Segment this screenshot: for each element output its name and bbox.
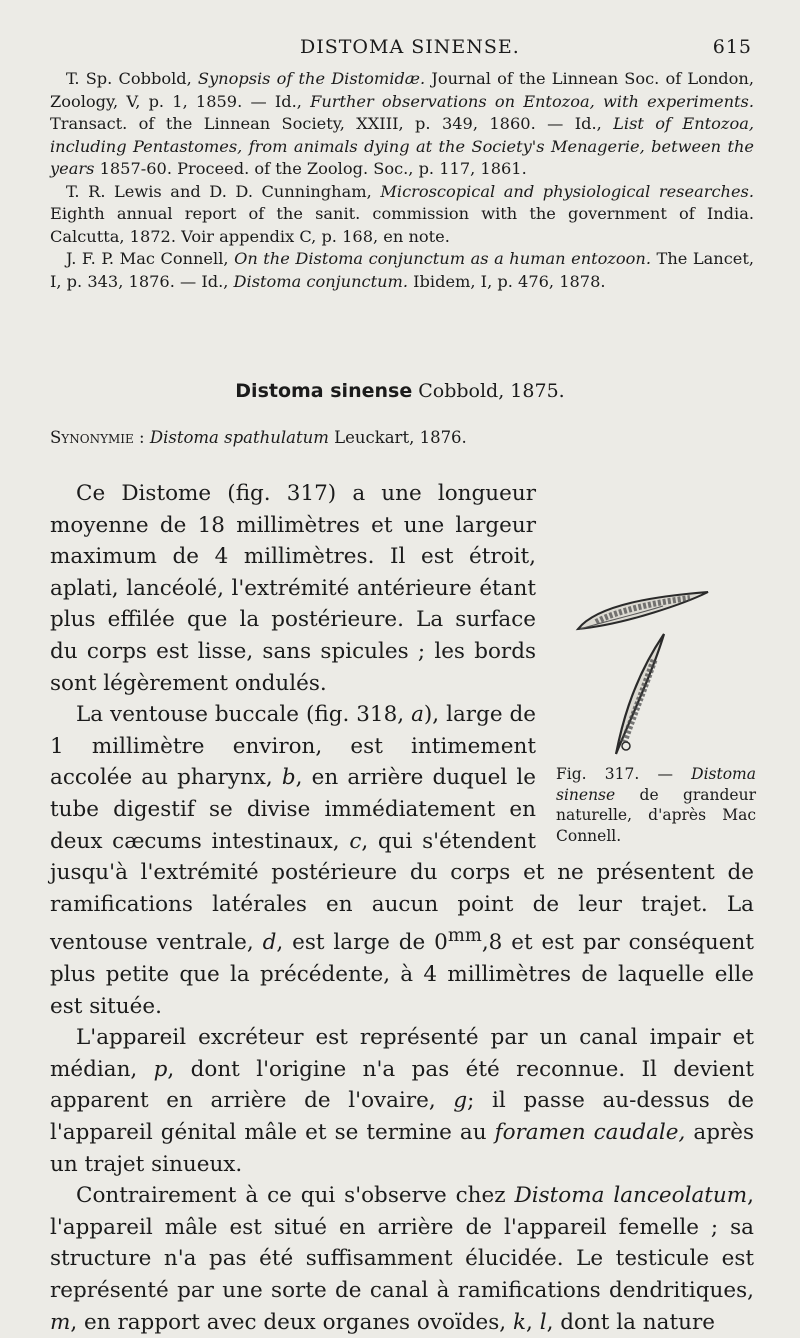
running-title: DISTOMA SINENSE. bbox=[300, 36, 520, 58]
paragraph-digestive: La ventouse buccale (fig. 318, a), large de 1 millimètre environ, est intimement accolée au pharynx, b, en arrière duquel le tube digestif se divise immédiatement en deux cæcums intestinaux, c, qui s'étendent jusqu'à l'extrémité postérieure du corps et ne présentent de ramifications latérales en aucun point de leur trajet. La ventouse ventrale, d, est large de $0^{mm},8$ et est par conséquent plus petite que la précédente, à 4 millimètres de laquelle elle est située. bbox=[50, 702, 754, 1019]
worm-specimen-vertical bbox=[616, 634, 664, 754]
distoma-illustration bbox=[568, 574, 748, 764]
running-header bbox=[50, 36, 752, 62]
paragraph-excretory: L'appareil excréteur est représenté par un canal impair et médian, p, dont l'origine n'a pas été reconnue. Il devient apparent en arrière de l'ovaire, g; il passe au-dessus de l'appareil génital mâle et se termine au foramen caudale, après un trajet sinueux. bbox=[50, 1025, 755, 1177]
reference-mac-connell: J. F. P. Mac Connell, On the Distoma conjunctum as a human entozoon. The Lancet, I, p. 343, 1876. — Id., Distoma conjunctum. Ibidem, I, p. 476, 1878. bbox=[50, 249, 754, 291]
page-number: 615 bbox=[712, 36, 752, 58]
reference-lewis-cunningham: T. R. Lewis and D. D. Cunningham, Microscopical and physiological researches. Eighth annual report of the sanit. commission with the government of India. Calcutta, 1872. Voir appendix C, p. 168, en note. bbox=[50, 181, 754, 246]
paragraph-genital: Contrairement à ce qui s'observe chez Distoma lanceolatum, l'appareil mâle est situé en arrière de l'appareil femelle ; sa structure n'a pas été suffisamment élucidée. Le testicule est représenté par une sorte de canal à ramifications dendritiques, m, en rapport avec deux organes ovoïdes, k, l, dont la nature bbox=[50, 1183, 754, 1335]
worm-specimen-horizontal bbox=[578, 592, 708, 629]
figure-caption: Fig. 317. — Distoma sinense de grandeur naturelle, d'après Mac Connell. bbox=[556, 765, 756, 845]
main-text bbox=[50, 478, 754, 1338]
species-heading: Distoma sinense Cobbold, 1875. bbox=[235, 380, 565, 402]
bibliography bbox=[50, 68, 754, 293]
reference-cobbold: T. Sp. Cobbold, Synopsis of the Distomidæ. Journal of the Linnean Soc. of London, Zoology, V, p. 1, 1859. — Id., Further observations on Entozoa, with experiments. Transact. of the Linnean Society, XXIII, p. 349, 1860. — Id., List of Entozoa, including Pentastomes, from animals dying at the Society's Menagerie, between the years 1857-60. Proceed. of the Zoolog. Soc., p. 117, 1861. bbox=[50, 69, 754, 178]
synonymy-line: Synonymie : Distoma spathulatum Leuckart, 1876. bbox=[50, 428, 467, 447]
figure-317 bbox=[554, 478, 754, 856]
paragraph-description: Ce Distome (fig. 317) a une longueur moyenne de 18 millimètres et une largeur maximum de 4 millimètres. Il est étroit, aplati, lancéolé, l'extrémité antérieure étant plus effilée que la postérieure. La surface du corps est lisse, sans spicules ; les bords sont légèrement ondulés. bbox=[50, 481, 536, 696]
